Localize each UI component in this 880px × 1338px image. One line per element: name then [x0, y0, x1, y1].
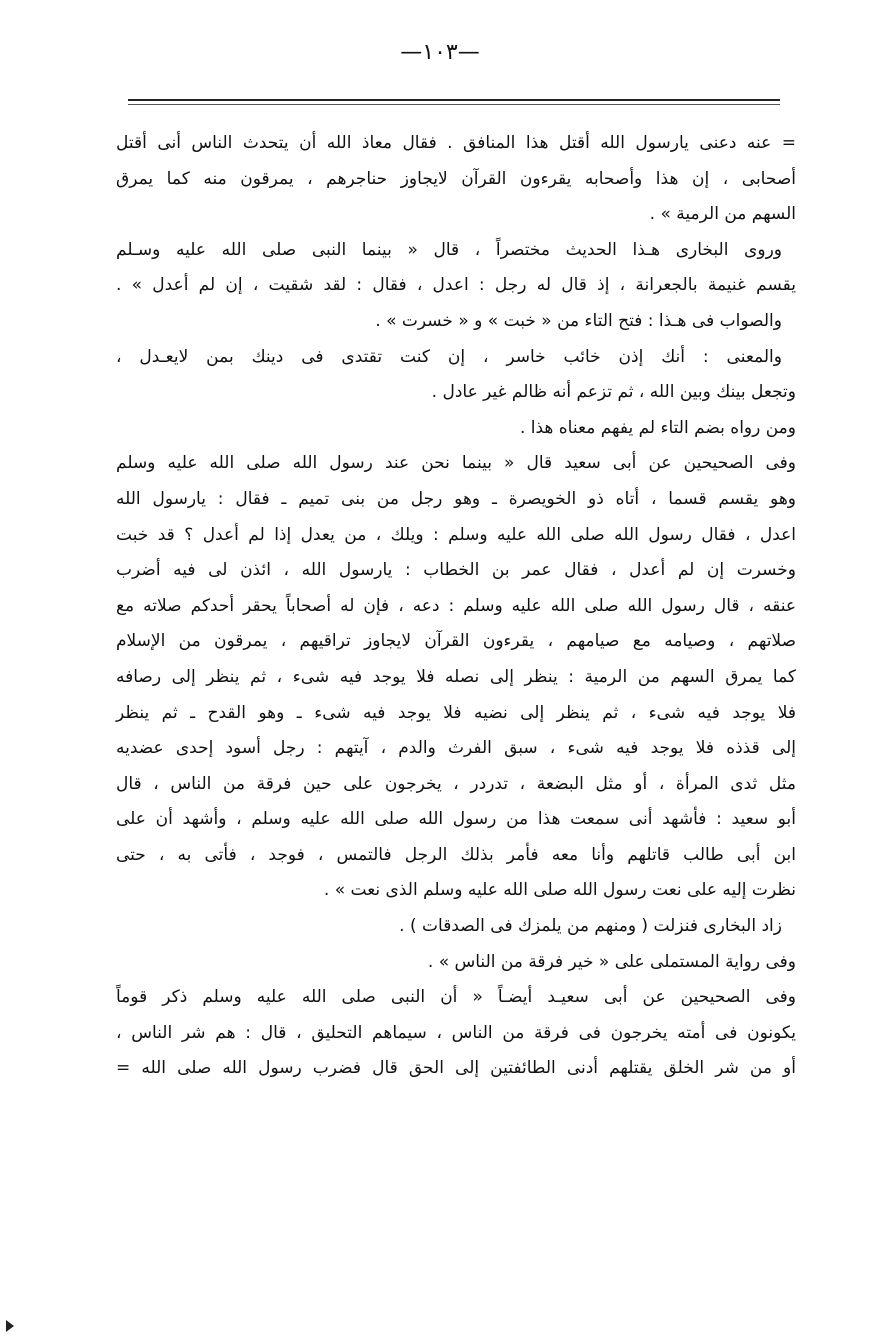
- text-line: ومن رواه بضم التاء لم يفهم معناه هذا .: [519, 417, 796, 438]
- text-line: أبو سعيد : فأشهد أنى سمعت هذا من رسول الله صلى الله عليه وسلم ، وأشهد أن على: [116, 809, 796, 830]
- text-line: وفى الصحيحين عن أبى سعيـد أيضـاً « أن النبى صلى الله عليه وسلم ذكر قوماً: [116, 987, 796, 1008]
- text-line: زاد البخارى فنزلت ( ومنهم من يلمزك فى الصدقات ) .: [399, 916, 782, 937]
- text-line: أصحابى ، إن هذا وأصحابه يقرءون القرآن لايجاوز حناجرهم ، يمرقون منه كما يمرق: [116, 168, 796, 189]
- page-body: [116, 126, 796, 1087]
- text-line: أو من شر الخلق يقتلهم أدنى الطائفتين إلى الحق قال فضرب رسول الله صلى الله =: [116, 1058, 796, 1079]
- text-line: يقسم غنيمة بالجعرانة ، إذ قال له رجل : اعدل ، فقال : لقد شقيت ، إن لم أعدل » .: [116, 275, 796, 296]
- text-line: يكونون فى أمته يخرجون فى فرقة من الناس ، سيماهم التحليق ، قال : هم شر الناس ،: [116, 1022, 796, 1043]
- text-line: وفى رواية المستملى على « خير فرقة من الناس » .: [427, 951, 796, 972]
- text-line: إلى قذذه فلا يوجد فيه شىء ، سبق الفرث والدم ، آيتهم : رجل أسود إحدى عضديه: [116, 738, 796, 759]
- corner-mark: [6, 1320, 14, 1332]
- page-number: —١٠٣—: [400, 40, 480, 65]
- text-line: صلاتهم ، وصيامه مع صيامهم ، يقرءون القرآن لايجاوز تراقيهم ، يمرقون من الإسلام: [116, 631, 796, 652]
- text-line: وتجعل بينك وبين الله ، ثم تزعم أنه ظالم غير عادل .: [431, 382, 796, 403]
- text-line: نظرت إليه على نعت رسول الله صلى الله عليه وسلم الذى نعت » .: [323, 880, 796, 901]
- text-line: وخسرت إن لم أعدل ، فقال عمر بن الخطاب : يارسول الله ، ائذن لى فيه أضرب: [116, 560, 796, 581]
- text-line: وروى البخارى هـذا الحديث مختصراً ، قال « بينما النبى صلى الله عليه وسـلم: [116, 239, 782, 260]
- text-line: فلا يوجد فيه شىء ، ثم ينظر إلى نضيه فلا يوجد فيه شىء ـ وهو القدح ـ ثم ينظر: [116, 702, 796, 723]
- text-line: اعدل ، فقال رسول الله صلى الله عليه وسلم : ويلك ، من يعدل إذا لم أعدل ؟ قد خبت: [116, 524, 796, 545]
- text-line: ابن أبى طالب قاتلهم وأنا معه فأمر بذلك الرجل فالتمس ، فوجد ، فأتى به ، حتى: [116, 844, 796, 865]
- header-rule: [128, 99, 780, 101]
- text-line: وفى الصحيحين عن أبى سعيد قال « بينما نحن عند رسول الله صلى الله عليه وسلم: [116, 453, 796, 474]
- text-line: عنقه ، قال رسول الله صلى الله عليه وسلم : دعه ، فإن له أصحاباً يحقر أحدكم صلاته مع: [116, 595, 796, 616]
- header-rule-thin: [128, 104, 780, 105]
- text-line: وهو يقسم قسما ، أتاه ذو الخويصرة ـ وهو رجل من بنى تميم ـ فقال : يارسول الله: [116, 488, 796, 509]
- text-line: كما يمرق السهم من الرمية : ينظر إلى نصله فلا يوجد فيه شىء ، ثم ينظر إلى رصافه: [116, 666, 796, 687]
- text-line: = عنه دعنى يارسول الله أقتل هذا المنافق . فقال معاذ الله أن يتحدث الناس أنى أقتل: [116, 133, 796, 153]
- text-line: مثل ثدى المرأة ، أو مثل البضعة ، تدردر ، يخرجون على حين فرقة من الناس ، قال: [116, 773, 796, 794]
- text-line: والصواب فى هـذا : فتح التاء من « خبت » و « خسرت » .: [375, 310, 782, 331]
- text-line: السهم من الرمية » .: [649, 204, 796, 225]
- text-line: والمعنى : أنك إذن خائب خاسر ، إن كنت تقتدى فى دينك بمن لايعـدل ،: [116, 346, 782, 367]
